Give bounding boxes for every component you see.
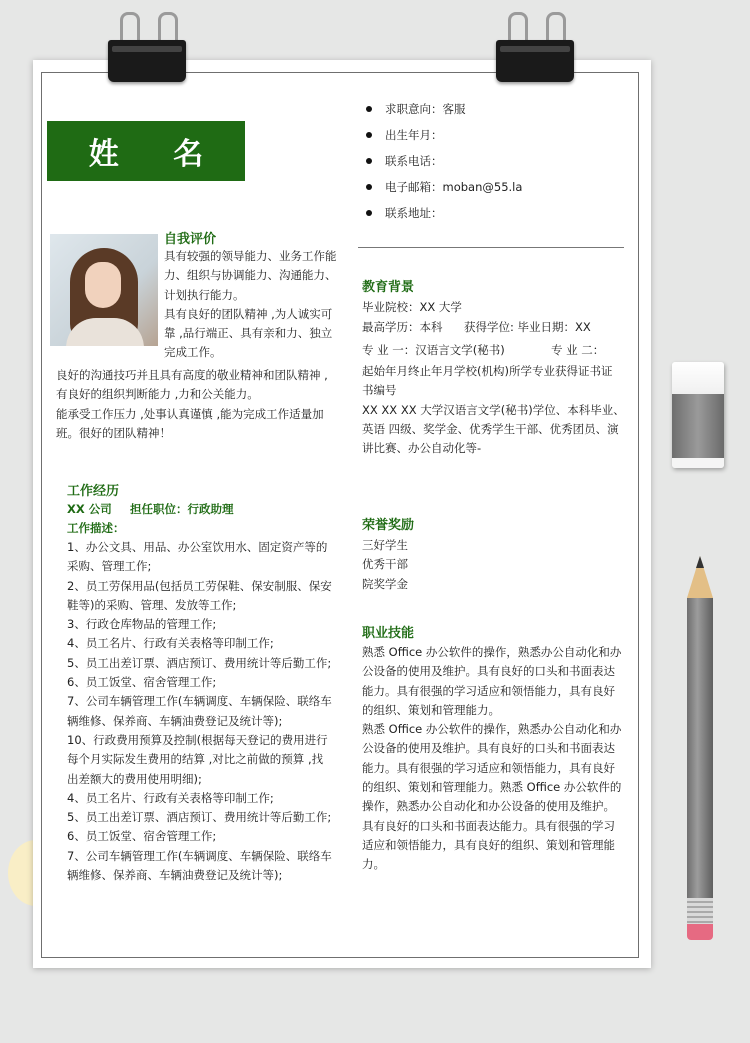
contact-address: 联系地址： — [385, 206, 443, 220]
honors-heading: 荣誉奖励 — [362, 518, 415, 533]
work-company: XX 公司 — [67, 502, 112, 516]
honors-list — [362, 536, 408, 594]
name-title: 姓 名 — [47, 121, 245, 181]
work-position: 担任职位：行政助理 — [130, 502, 234, 516]
bullet-icon — [366, 184, 372, 190]
education-degree: 获得学位: 毕业日期：XX — [464, 320, 591, 334]
bullet-icon — [366, 132, 372, 138]
honor-item: 优秀干部 — [362, 557, 408, 572]
education-major2: 专 业 二： — [551, 343, 605, 357]
profile-photo — [50, 234, 158, 346]
binder-clip-right-icon — [496, 12, 574, 82]
pencil-icon — [687, 556, 713, 942]
contact-job-intention: 求职意向：客服 — [385, 102, 466, 116]
skills-text: 熟悉 Office 办公软件的操作，熟悉办公自动化和办 公设备的使用及维护。具有良好的口头和书面表达 能力。具有很强的学习适应和领悟能力，具有良好 的组织、策划和管理能力。 熟悉 Office 办公软件的操作，熟悉办公自动化和办 公设备的使用及维护。具有良好的口头和书面表达 能力。具有很强的学习适应和领悟能力，具有良好 的组织、策划和管理能力。熟悉 Office 办公软件的 操作，熟悉办公自动化和办公设备的使用及维护。 具有良好的口头和书面表达能力。具有很强的学习 适应和领悟能力，具有良好的组织、策划和管理能 力。 — [362, 645, 622, 872]
honor-item: 三好学生 — [362, 538, 408, 552]
self-eval-text: 具有较强的领导能力、业务工作能 力、组织与协调能力、沟通能力、 计划执行能力。 具有良好的团队精神 ,为人诚实可 靠 ,品行端正、具有亲和力、独立 完成工作。 — [164, 249, 337, 360]
skills-heading: 职业技能 — [362, 626, 415, 641]
bullet-icon — [366, 210, 372, 216]
honor-item: 院奖学金 — [362, 576, 408, 591]
bullet-icon — [366, 158, 372, 164]
education-degree-level: 最高学历：本科 — [362, 320, 443, 334]
work-heading: 工作经历 — [67, 484, 120, 499]
education-school: 毕业院校：XX 大学 — [362, 300, 462, 314]
bullet-icon — [366, 106, 372, 112]
contact-phone: 联系电话： — [385, 154, 443, 168]
eraser-icon — [672, 362, 724, 468]
work-desc-title: 工作描述： — [67, 521, 125, 535]
education-details: 起始年月终止年月学校(机构)所学专业获得证书证 书编号 XX XX XX 大学汉语言文学(秘书)学位、本科毕业、 英语 四级、奖学金、优秀学生干部、优秀团员、演 讲比赛、办公自动化等- — [362, 364, 625, 456]
contact-birth: 出生年月： — [385, 128, 443, 142]
education-heading: 教育背景 — [362, 280, 415, 295]
work-desc-list: 1、办公文具、用品、办公室饮用水、固定资产等的 采购、管理工作; 2、员工劳保用品(包括员工劳保鞋、保安制服、保安 鞋等)的采购、管理、发放等工作; 3、行政仓库物品的管理工作; 4、员工名片、行政有关表格等印制工作; 5、员工出差订票、酒店预订、费用统计等后勤工作; 6、员工饭堂、宿舍管理工作; 7、公司车辆管理工作(车辆调度、车辆保险、联络车 辆维修、保养商、车辆油费登记及统计等); 10、行政费用预算及控制(根据每天登记的费用进行 每个月实际发生费用的结算 ,对比之前做的预算 ,找 出差额大的费用使用明细); 4、员工名片、行政有关表格等印制工作; 5、员工出差订票、酒店预订、费用统计等后勤工作; 6、员工饭堂、宿舍管理工作; 7、公司车辆管理工作(车辆调度、车辆保险、联络车 辆维修、保养商、车辆油费登记及统计等); — [67, 540, 332, 883]
self-eval-heading: 自我评价 — [164, 232, 217, 247]
divider — [358, 247, 624, 248]
education-major1: 专 业 一：汉语言文学(秘书) — [362, 343, 505, 357]
binder-clip-left-icon — [108, 12, 186, 82]
self-eval-text-wide: 良好的沟通技巧并且具有高度的敬业精神和团队精神 , 有良好的组织判断能力 ,力和公关能力。 能承受工作压力 ,处事认真谨慎 ,能为完成工作适量加 班。很好的团队精神！ — [56, 368, 328, 440]
contact-email: 电子邮箱：moban@55.la — [385, 180, 523, 194]
